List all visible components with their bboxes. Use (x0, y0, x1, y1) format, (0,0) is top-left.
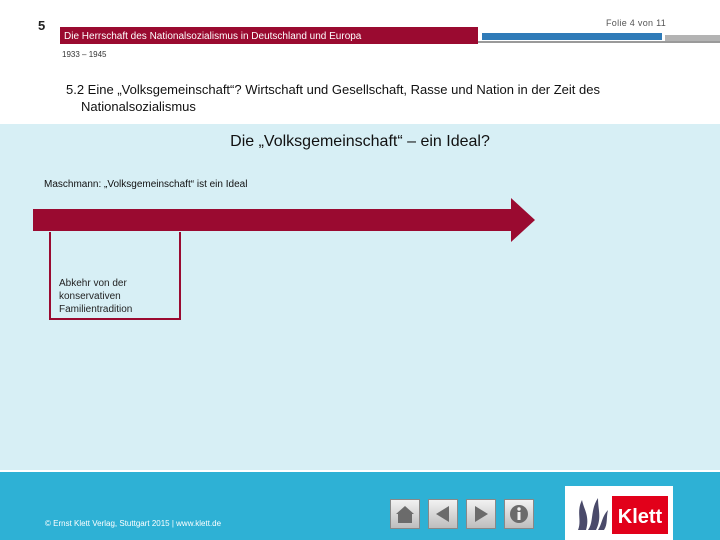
header-divider (478, 41, 720, 43)
next-icon[interactable] (466, 499, 496, 529)
klett-logo (568, 490, 670, 538)
slide-heading: Die „Volksgemeinschaft“ – ein Ideal? (230, 133, 490, 150)
section-heading-line2: Nationalsozialismus (81, 99, 196, 114)
info-icon[interactable] (504, 499, 534, 529)
slide-counter: Folie 4 von 11 (606, 18, 667, 28)
home-icon[interactable] (390, 499, 420, 529)
section-heading-line1: 5.2 Eine „Volksgemeinschaft“? Wirtschaft und Gesellschaft, Rasse und Nation in der Zeit des (66, 82, 600, 97)
previous-icon[interactable] (428, 499, 458, 529)
section-heading (66, 81, 696, 115)
chapter-title: Die Herrschaft des Nationalsozialismus in Deutschland und Europa (64, 31, 362, 42)
arrow-label: Maschmann: „Volksgemeinschaft“ ist ein Ideal (44, 179, 248, 190)
klett-logo-text: Klett (617, 506, 663, 528)
copyright-text: © Ernst Klett Verlag, Stuttgart 2015 | www.klett.de (45, 519, 222, 528)
period-label: 1933 – 1945 (62, 50, 107, 59)
text-box-content: Abkehr von der konservativen Familientradition (59, 278, 133, 315)
chapter-number: 5 (38, 18, 46, 33)
header-accent-line (482, 33, 662, 40)
